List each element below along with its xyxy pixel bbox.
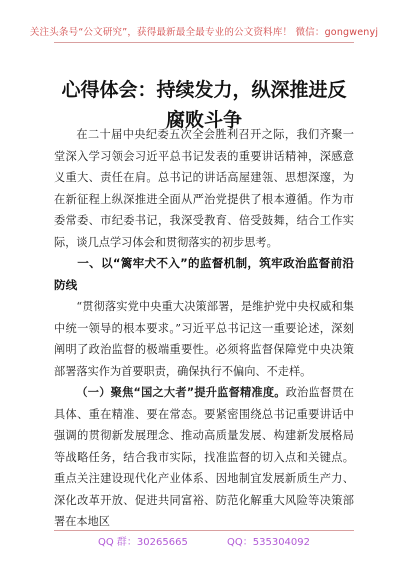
qq-number: QQ：535304092: [227, 537, 311, 548]
section-heading-1: 一、以“篱牢犬不入”的监督机制，筑牢政治监督前沿防线: [54, 256, 354, 292]
document-title: 心得体会：持续发力，纵深推进反腐败斗争: [61, 78, 347, 131]
footer-divider: [54, 530, 354, 531]
section-1-paragraph: “贯彻落实党中央重大决策部署，是维护党中央权威和集中统一领导的根本要求。”习近平总书记这一重要论述，深刻阐明了政治监督的极端重要性。必须将监督保障党中央决策部署落实作为首要职责，确保执行不偏向、不走样。: [54, 300, 354, 378]
subsection-1-paragraph: [54, 382, 354, 533]
header-divider: [54, 42, 354, 43]
subsection-1-text: 政治监督贯在具体、重在精准、要在常态。要紧密围绕总书记重要讲话中强调的贯彻新发展理念、推动高质量发展、构建新发展格局等战略任务，结合我市实际，找准监督的切入点和关键点。重点关注建设现代化产业体系、因地制宜发展新质生产力、深化改革开放、促进共同富裕、防范化解重大风险等决策部署在本地区: [54, 386, 354, 528]
qq-group-number: QQ 群：30265665: [97, 537, 188, 548]
subsection-heading-1: （一）聚焦“国之大者”提升监督精准度。: [76, 386, 286, 399]
document-body: [54, 124, 354, 533]
intro-paragraph: 在二十届中央纪委五次全会胜利召开之际，我们齐聚一堂深入学习领会习近平总书记发表的重要讲话精神，深感意义重大、责任在肩。总书记的讲话高屋建瓴、思想深邃，为在新征程上纵深推进全面从严治党提供了根本遵循。作为市委常委、市纪委书记，我深受教育、倍受鼓舞，结合工作实际，谈几点学习体会和贯彻落实的初步思考。: [54, 128, 354, 249]
header-promo-note: 关注头条号“公文研究”，获得最新最全最专业的公文资料库！ 微信：gongwenyj: [29, 27, 379, 38]
footer-contact: [0, 533, 408, 548]
